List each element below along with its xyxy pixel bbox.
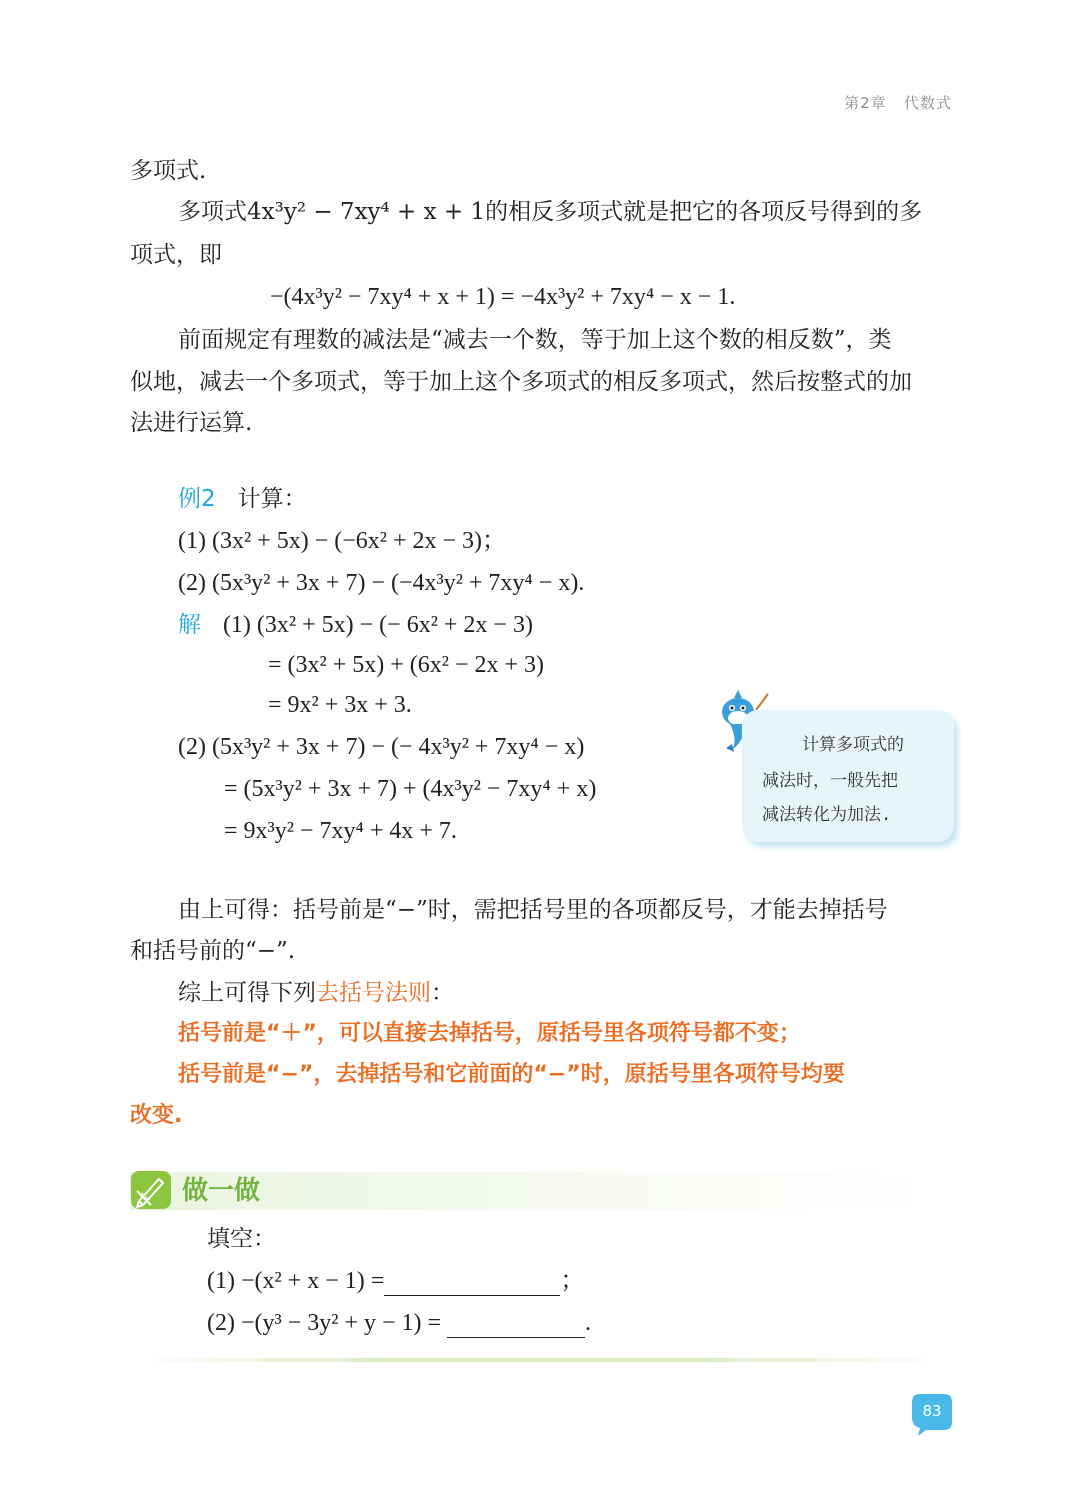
solution-1-step-1: (1) (3x² + 5x) − (− 6x² + 2x − 3) [222,612,533,638]
solution-line-1 [178,610,533,640]
tip-line-2: 减法时，一般先把 [762,771,898,791]
intro-line-2: 多项式4x³y² − 7xy⁴ + x + 1的相反多项式就是把它的各项反号得到的多 [178,199,923,225]
example-heading [178,484,307,514]
conclusion-line-3 [178,978,454,1008]
solution-2-step-2: = (5x³y² + 3x + 7) + (4x³y² − 7xy⁴ + x) [224,776,597,802]
practice-question-1 [207,1266,584,1296]
solution-1-step-2: = (3x² + 5x) + (6x² − 2x + 3) [268,652,545,678]
intro-line-1: 多项式. [130,158,207,184]
practice-q2-text: (2) −(y³ − 3y² + y − 1) = [207,1310,442,1336]
intro-line-3: 项式，即 [130,242,222,268]
conclusion-suffix: ： [431,980,454,1006]
tip-line-1: 计算多项式的 [802,735,904,755]
conclusion-line-1: 由上可得：括号前是“−”时，需把括号里的各项都反号，才能去掉括号 [178,897,888,923]
rule-minus-line-2: 改变. [130,1103,183,1128]
practice-q2-end: . [585,1310,592,1336]
practice-q1-text: (1) −(x² + x − 1) = [207,1268,385,1294]
practice-q1-end: ； [560,1268,585,1294]
opposite-polynomial-equation: −(4x³y² − 7xy⁴ + x + 1) = −4x³y² + 7xy⁴ − x − 1. [270,284,736,310]
subtraction-paragraph-line-2: 似地，减去一个多项式，等于加上这个多项式的相反多项式，然后按整式的加 [130,369,912,395]
subtraction-paragraph-line-1: 前面规定有理数的减法是“减去一个数，等于加上这个数的相反数”，类 [178,327,892,353]
tip-line-3: 减法转化为加法. [762,805,892,825]
section-divider [130,1358,952,1362]
chapter-title: 代数式 [903,94,952,112]
practice-title: 做一做 [182,1176,261,1206]
answer-blank-2[interactable] [447,1313,585,1338]
practice-question-2 [207,1308,591,1338]
example-label: 例2 [178,486,216,512]
example-question-1: (1) (3x² + 5x) − (−6x² + 2x − 3)； [178,528,507,554]
bracket-rule-term: 去括号法则 [316,980,431,1006]
practice-prompt: 填空： [207,1226,276,1252]
solution-label: 解 [178,612,201,638]
answer-blank-1[interactable] [384,1271,560,1296]
tip-callout [742,710,954,842]
solution-1-step-3: = 9x² + 3x + 3. [268,692,412,718]
rule-plus: 括号前是“＋”，可以直接去掉括号，原括号里各项符号都不变； [178,1021,801,1046]
conclusion-line-2: 和括号前的“−”. [130,938,296,964]
subtraction-paragraph-line-3: 法进行运算. [130,410,253,436]
example-question-2: (2) (5x³y² + 3x + 7) − (−4x³y² + 7xy⁴ − x). [178,570,585,596]
example-prompt: 计算： [237,486,307,512]
solution-2-step-1: (2) (5x³y² + 3x + 7) − (− 4x³y² + 7xy⁴ − x) [178,734,585,760]
page-number: 83 [922,1402,942,1420]
pencil-ruler-icon [131,1171,171,1209]
running-header [844,92,952,113]
chapter-number: 第2章 [844,94,887,112]
solution-2-step-3: = 9x³y² − 7xy⁴ + 4x + 7. [224,818,457,844]
conclusion-prefix: 综上可得下列 [178,980,316,1006]
rule-minus-line-1: 括号前是“−”，去掉括号和它前面的“−”时，原括号里各项符号均要 [178,1062,845,1087]
